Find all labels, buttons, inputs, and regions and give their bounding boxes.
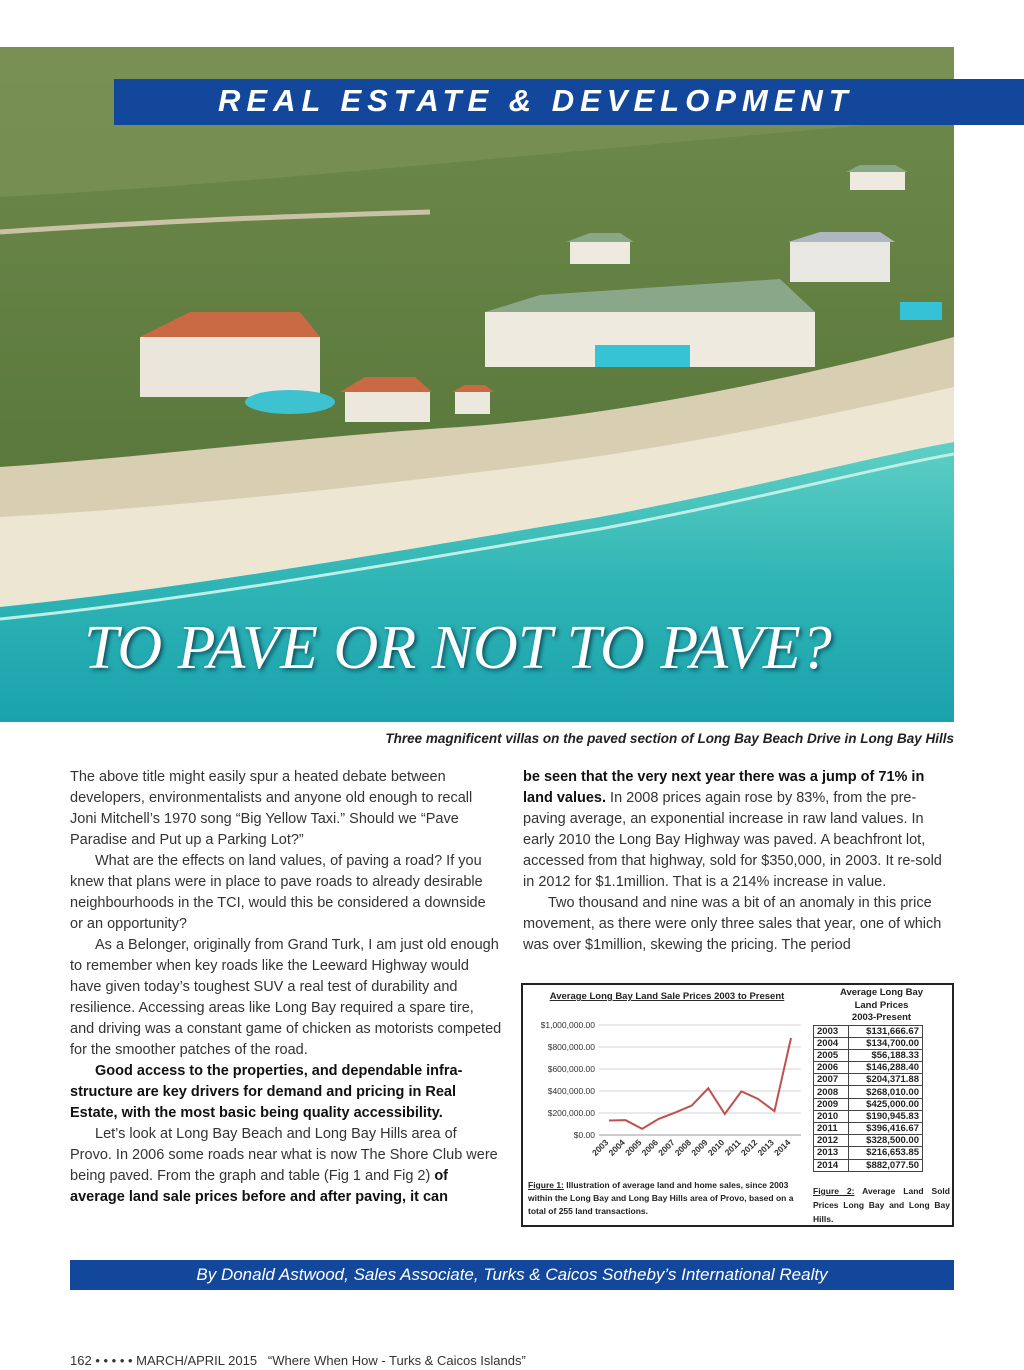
x-tick-label: 2013 bbox=[755, 1137, 776, 1158]
table-cell-price: $131,666.67 bbox=[849, 1025, 923, 1037]
y-tick-label: $600,000.00 bbox=[547, 1064, 595, 1074]
price-table-grid bbox=[813, 1025, 923, 1172]
article-column-right bbox=[523, 767, 955, 956]
issue-date: MARCH/APRIL 2015 bbox=[136, 1353, 258, 1368]
table-title-line: Average Long Bay bbox=[839, 987, 924, 998]
x-tick-label: 2005 bbox=[623, 1137, 644, 1158]
figure-2-label: Figure 2: bbox=[813, 1186, 855, 1196]
table-cell-price: $268,010.00 bbox=[849, 1086, 923, 1098]
page-footer bbox=[70, 1353, 526, 1368]
table-row bbox=[814, 1098, 923, 1110]
table-cell-price: $134,700.00 bbox=[849, 1037, 923, 1049]
y-tick-label: $200,000.00 bbox=[547, 1108, 595, 1118]
table-cell-year: 2003 bbox=[814, 1025, 849, 1037]
table-row bbox=[814, 1147, 923, 1159]
table-cell-price: $882,077.50 bbox=[849, 1159, 923, 1171]
table-row bbox=[814, 1074, 923, 1086]
y-tick-label: $800,000.00 bbox=[547, 1042, 595, 1052]
table-cell-year: 2005 bbox=[814, 1049, 849, 1061]
table-cell-price: $425,000.00 bbox=[849, 1098, 923, 1110]
x-tick-label: 2010 bbox=[705, 1137, 727, 1158]
table-cell-price: $328,500.00 bbox=[849, 1135, 923, 1147]
figure-2-text: Average Land Sold Prices Long Bay and Long Bay Hills. bbox=[813, 1186, 950, 1224]
paragraph: As a Belonger, originally from Grand Turk, I am just old enough to remember when key roads like the Leeward Highway would have given today’s toughest SUV a real test of durability and resilience. Accessing areas like Long Bay required a spare tire, and driving was a constant game of chicken as motorists competed for the smoother patches of the road. bbox=[70, 937, 502, 1058]
figure-1-caption bbox=[528, 1179, 806, 1218]
publication-name: “Where When How - Turks & Caicos Islands” bbox=[267, 1353, 526, 1368]
bold-text: be seen that the very next year there was a jump of 71% in land values. bbox=[523, 769, 925, 806]
table-row bbox=[814, 1159, 923, 1171]
figure-2-caption bbox=[813, 1184, 950, 1226]
photo-caption: Three magnificent villas on the paved section of Long Bay Beach Drive in Long Bay Hills bbox=[385, 731, 954, 746]
table-cell-year: 2011 bbox=[814, 1123, 849, 1135]
x-tick-label: 2003 bbox=[589, 1137, 611, 1158]
paragraph-text: In 2008 prices again rose by 83%, from the pre-paving average, an exponential increase in raw land values. In early 2010 the Long Bay Highway was paved. A beachfront lot, accessed from that highway, sold for $350,000, in 2003. It re-sold in 2012 for $1.1million. That is a 214% increase in value. bbox=[523, 790, 942, 890]
section-title: REAL ESTATE & DEVELOPMENT bbox=[218, 83, 854, 118]
table-row bbox=[814, 1025, 923, 1037]
figure-1-text: Illustration of average land and home sales, since 2003 within the Long Bay and Long Bay Hills area of Provo, based on a total of 255 land transactions. bbox=[528, 1180, 794, 1216]
table-cell-price: $190,945.83 bbox=[849, 1110, 923, 1122]
table-row bbox=[814, 1086, 923, 1098]
paragraph bbox=[523, 767, 955, 893]
y-tick-label: $0.00 bbox=[573, 1130, 595, 1140]
table-title bbox=[813, 987, 950, 1025]
paragraph: The above title might easily spur a heated debate between developers, environmentalists and anyone old enough to recall Joni Mitchell’s 1970 song “Big Yellow Taxi.” Should we “Pave Paradise and Put up a Parking Lot?” bbox=[70, 769, 473, 848]
paragraph: Two thousand and nine was a bit of an anomaly in this price movement, as there were only three sales that year, one of which was over $1million, skewing the pricing. The period bbox=[523, 895, 942, 953]
x-tick-label: 2008 bbox=[672, 1137, 694, 1158]
table-row bbox=[814, 1123, 923, 1135]
x-tick-label: 2009 bbox=[689, 1137, 710, 1158]
y-tick-label: $400,000.00 bbox=[547, 1086, 595, 1096]
table-cell-year: 2009 bbox=[814, 1098, 849, 1110]
table-row bbox=[814, 1135, 923, 1147]
paragraph: What are the effects on land values, of paving a road? If you knew that plans were in place to pave roads to already desirable neighbourhoods in the TCI, would this be considered a downside or an opportunity? bbox=[70, 853, 486, 932]
table-cell-year: 2004 bbox=[814, 1037, 849, 1049]
table-row bbox=[814, 1110, 923, 1122]
y-tick-label: $1,000,000.00 bbox=[540, 1020, 595, 1030]
footer-dots: • • • • • bbox=[95, 1353, 133, 1368]
table-cell-year: 2010 bbox=[814, 1110, 849, 1122]
table-cell-price: $216,653.85 bbox=[849, 1147, 923, 1159]
bold-text: Good access to the properties, and dependable infra-structure are key drivers for demand and pricing in Real Estate, with the most basic being quality accessibility. bbox=[70, 1063, 463, 1121]
table-cell-year: 2008 bbox=[814, 1086, 849, 1098]
figure-1-label: Figure 1: bbox=[528, 1180, 564, 1190]
table-cell-price: $396,416.67 bbox=[849, 1123, 923, 1135]
chart-title: Average Long Bay Land Sale Prices 2003 to Present bbox=[549, 991, 785, 1002]
x-tick-label: 2004 bbox=[606, 1137, 627, 1158]
paragraph bbox=[70, 1061, 502, 1124]
x-tick-label: 2014 bbox=[771, 1137, 793, 1158]
table-cell-year: 2012 bbox=[814, 1135, 849, 1147]
article-headline: TO PAVE OR NOT TO PAVE? bbox=[84, 614, 832, 682]
series-line bbox=[609, 1038, 791, 1129]
table-title-line: 2003-Present bbox=[851, 1012, 912, 1023]
article-column-left bbox=[70, 767, 502, 1208]
x-tick-label: 2007 bbox=[656, 1137, 677, 1158]
table-row bbox=[814, 1062, 923, 1074]
table-cell-price: $56,188.33 bbox=[849, 1049, 923, 1061]
x-tick-label: 2012 bbox=[738, 1137, 760, 1158]
x-tick-label: 2011 bbox=[722, 1137, 743, 1158]
table-row bbox=[814, 1049, 923, 1061]
table-cell-price: $204,371.88 bbox=[849, 1074, 923, 1086]
bold-text: of average land sale prices before and after paving, it can bbox=[70, 1168, 449, 1205]
paragraph bbox=[70, 1124, 502, 1208]
table-row bbox=[814, 1037, 923, 1049]
table-title-line: Land Prices bbox=[854, 999, 909, 1011]
table-cell-year: 2013 bbox=[814, 1147, 849, 1159]
paragraph-text: Let’s look at Long Bay Beach and Long Bay Hills area of Provo. In 2006 some roads near what is now The Shore Club were being paved. From the graph and table (Fig 1 and Fig 2) bbox=[70, 1126, 498, 1184]
table-cell-year: 2007 bbox=[814, 1074, 849, 1086]
byline: By Donald Astwood, Sales Associate, Turks & Caicos Sotheby’s International Realty bbox=[196, 1265, 828, 1284]
table-cell-price: $146,288.40 bbox=[849, 1062, 923, 1074]
x-tick-label: 2006 bbox=[639, 1137, 661, 1158]
table-cell-year: 2006 bbox=[814, 1062, 849, 1074]
figure-box bbox=[521, 983, 954, 1227]
page-number: 162 bbox=[70, 1353, 92, 1368]
price-table bbox=[813, 987, 950, 1172]
table-cell-year: 2014 bbox=[814, 1159, 849, 1171]
